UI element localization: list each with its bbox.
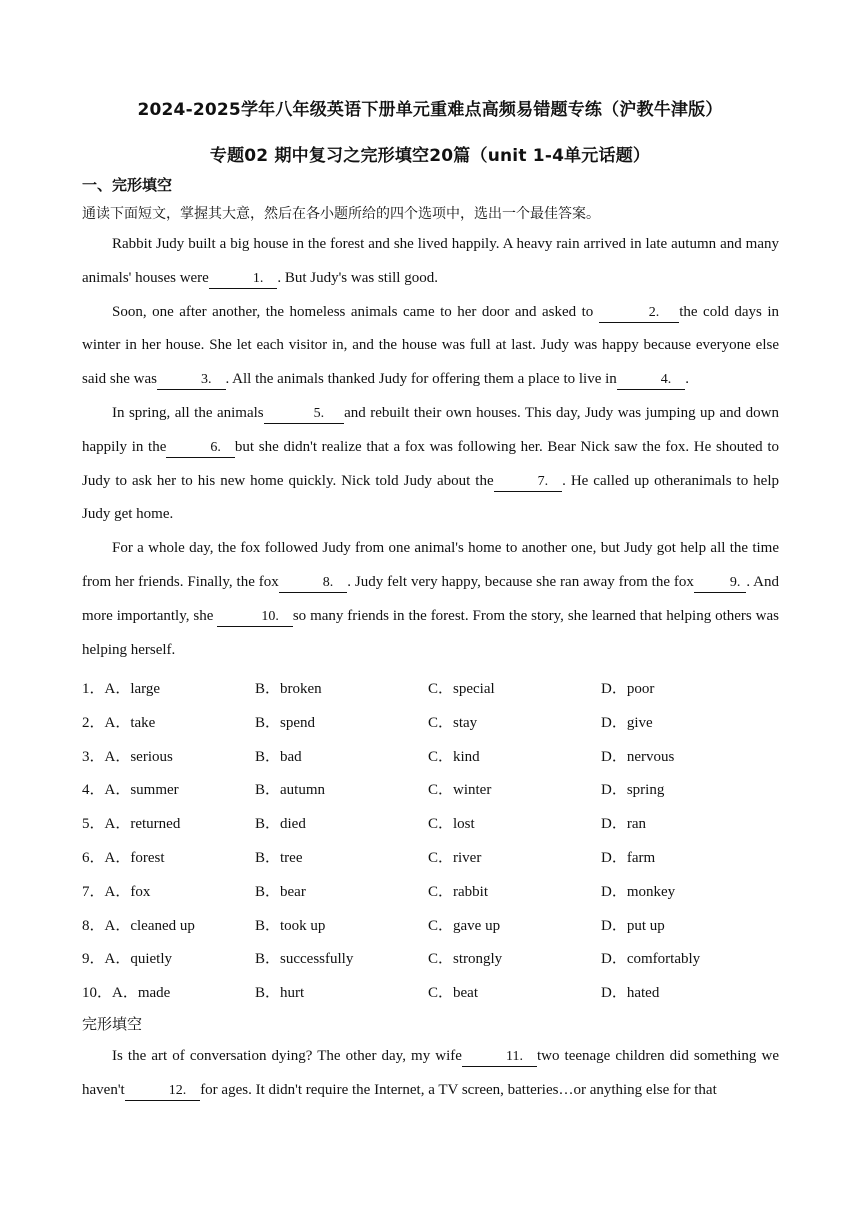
option-a: 9．A．quietly (82, 951, 173, 968)
option-c: C．winter (428, 782, 492, 799)
option-b: B．took up (255, 917, 326, 934)
option-c: C．special (428, 681, 495, 697)
option-c: C．stay (428, 714, 478, 731)
option-a: 7．A．fox (82, 883, 151, 900)
document-title-line1: 2024-2025学年八年级英语下册单元重难点高频易错题专练（沪教牛津版） (137, 100, 723, 120)
text-run: the cold days in winter in her house. She let each visitor in, and the house was full at last. Judy was happy because everyone else said she was (82, 303, 779, 388)
section-heading: 一、完形填空 (82, 176, 173, 194)
question-row (82, 841, 779, 875)
text-run: two teenage children did something we haven't (82, 1048, 780, 1098)
passage-1-paragraph-2 (82, 296, 779, 397)
option-c: C．strongly (428, 951, 503, 968)
blank-12: 12. (125, 1082, 201, 1101)
option-b: B．bad (255, 748, 302, 765)
text-run: . But Judy's was still good. (277, 269, 438, 286)
question-row (82, 706, 779, 740)
question-row (82, 672, 779, 706)
option-a: 10．A．made (82, 985, 171, 1002)
text-run: For a whole day, the fox followed Judy from one animal's home to another one, but Judy got help all the time from her friends. Finally, the fox (82, 540, 779, 590)
option-c: C．gave up (428, 917, 501, 934)
text-run: . And more importantly, she (82, 573, 779, 624)
blank-1: 1. (209, 270, 278, 289)
option-d: D．hated (601, 985, 660, 1002)
text-run: Soon, one after another, the homeless animals came to her door and asked to (112, 303, 599, 320)
blank-4: 4. (617, 371, 686, 390)
blank-11: 11. (462, 1048, 537, 1067)
option-a: 4．A．summer (82, 782, 179, 799)
blank-9: 9. (694, 574, 747, 593)
passage-1 (82, 228, 779, 667)
passage-2-paragraph-1 (82, 1040, 779, 1108)
blank-5: 5. (264, 405, 345, 424)
option-d: D．comfortably (601, 951, 701, 968)
option-d: D．monkey (601, 883, 676, 900)
blank-8: 8. (279, 574, 348, 593)
passage-1-paragraph-3 (82, 397, 779, 532)
text-run: . (685, 371, 690, 388)
text-run: and rebuilt their own houses. This day, Judy was jumping up and down happily in the (82, 404, 779, 455)
blank-10: 10. (217, 608, 293, 627)
passage-2 (82, 1040, 779, 1108)
question-row (82, 740, 779, 774)
question-row (82, 875, 779, 909)
option-a: 5．A．returned (82, 816, 181, 833)
question-row (82, 807, 779, 841)
text-run: for ages. It didn't require the Internet, a TV screen, batteries…or anything else for that (200, 1081, 717, 1098)
blank-6: 6. (166, 439, 235, 458)
option-b: B．spend (255, 714, 316, 731)
document-title-line2: 专题02 期中复习之完形填空20篇（unit 1-4单元话题） (209, 146, 651, 166)
passage-1-paragraph-4 (82, 532, 779, 667)
text-run: . Judy felt very happy, because she ran away from the fox (347, 573, 694, 590)
question-row (82, 942, 779, 976)
option-d: D．farm (601, 849, 656, 866)
section-instruction: 通读下面短文，掌握其大意，然后在各小题所给的四个选项中，选出一个最佳答案。 (82, 206, 600, 222)
text-run: but she didn't realize that a fox was following her. Bear Nick saw the fox. He shouted to Judy to ask her to his new home quickly. Nick told Judy about the (82, 438, 779, 489)
option-a: 8．A．cleaned up (82, 917, 195, 934)
option-c: C．rabbit (428, 883, 488, 900)
question-row (82, 773, 779, 807)
text-run: so many friends in the forest. From the story, she learned that helping others was helping herself. (82, 607, 779, 658)
text-run: . He called up otheranimals to help Judy get home. (82, 472, 779, 523)
option-d: D．put up (601, 917, 665, 934)
text-run: . All the animals thanked Judy for offering them a place to live in (225, 371, 617, 388)
blank-3: 3. (157, 371, 226, 390)
blank-2: 2. (599, 304, 680, 323)
option-c: C．river (428, 849, 482, 866)
option-b: B．broken (255, 681, 322, 697)
option-a: 1．A．large (82, 681, 161, 697)
answer-options (82, 672, 779, 1010)
option-b: B．hurt (255, 985, 305, 1002)
text-run: Is the art of conversation dying? The other day, my wife (112, 1048, 462, 1064)
option-d: D．ran (601, 816, 646, 833)
question-row (82, 909, 779, 943)
option-b: B．successfully (255, 951, 354, 968)
section-2-heading: 完形填空 (82, 1015, 143, 1033)
option-b: B．died (255, 816, 306, 833)
question-row (82, 976, 779, 1010)
option-b: B．autumn (255, 782, 325, 799)
option-a: 3．A．serious (82, 748, 173, 765)
option-d: D．nervous (601, 748, 675, 765)
passage-1-paragraph-1 (82, 228, 779, 296)
option-a: 2．A．take (82, 714, 156, 731)
text-run: Rabbit Judy built a big house in the forest and she lived happily. A heavy rain arrived in late autumn and many animals' houses were (82, 236, 779, 286)
text-run: In spring, all the animals (112, 404, 264, 421)
option-d: D．poor (601, 681, 655, 697)
blank-7: 7. (494, 473, 563, 492)
option-c: C．beat (428, 985, 478, 1002)
option-a: 6．A．forest (82, 849, 165, 866)
option-d: D．spring (601, 782, 665, 799)
option-b: B．tree (255, 849, 303, 866)
option-c: C．kind (428, 748, 480, 765)
option-c: C．lost (428, 816, 475, 833)
option-b: B．bear (255, 883, 306, 900)
option-d: D．give (601, 714, 653, 731)
